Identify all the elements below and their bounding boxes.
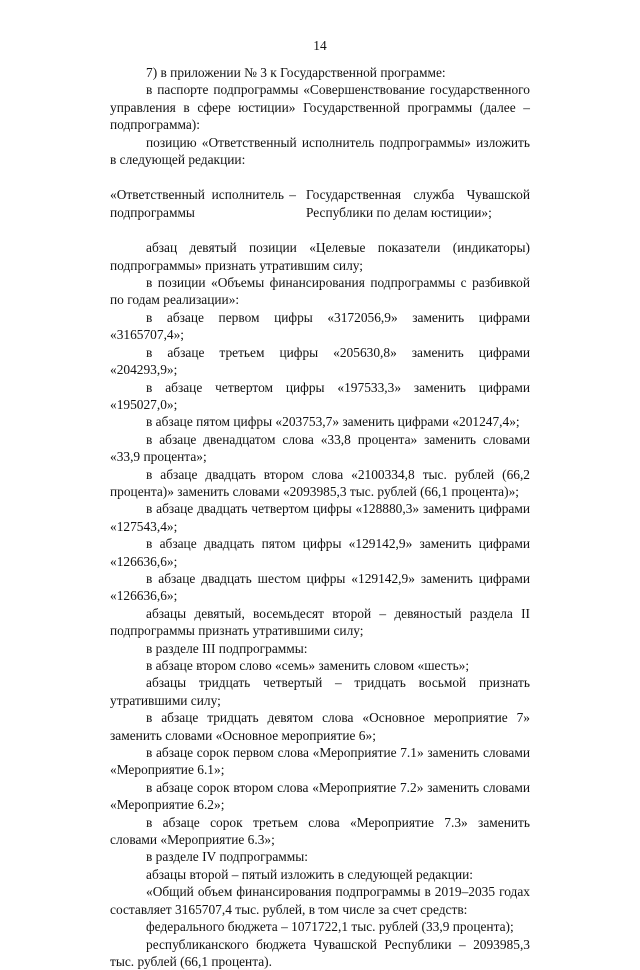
paragraph: в абзаце сорок третьем слова «Мероприятие 7.3» заменить словами «Мероприятие 6.3»;: [110, 814, 530, 849]
paragraph: «Общий объем финансирования подпрограммы в 2019–2035 годах составляет 3165707,4 тыс. рублей, в том числе за счет средств:: [110, 883, 530, 918]
document-body: [110, 64, 530, 970]
paragraph: в абзаце двадцать шестом цифры «129142,9» заменить цифрами «126636,6»;: [110, 570, 530, 605]
paragraph: абзацы тридцать четвертый – тридцать восьмой признать утратившими силу;: [110, 674, 530, 709]
responsible-value: Государственная служба Чувашской Республики по делам юстиции»;: [296, 186, 530, 221]
responsible-label: «Ответственный исполнитель подпрограммы: [110, 186, 284, 221]
responsible-dash: –: [284, 186, 296, 221]
paragraph: в разделе III подпрограммы:: [110, 640, 530, 657]
paragraph: 7) в приложении № 3 к Государственной программе:: [110, 64, 530, 81]
paragraph: в абзаце сорок втором слова «Мероприятие 7.2» заменить словами «Мероприятие 6.2»;: [110, 779, 530, 814]
paragraph: в позиции «Объемы финансирования подпрограммы с разбивкой по годам реализации»:: [110, 274, 530, 309]
paragraph: в разделе IV подпрограммы:: [110, 848, 530, 865]
paragraph: в абзаце втором слово «семь» заменить словом «шесть»;: [110, 657, 530, 674]
paragraph: позицию «Ответственный исполнитель подпрограммы» изложить в следующей редакции:: [110, 134, 530, 169]
paragraph: в абзаце тридцать девятом слова «Основное мероприятие 7» заменить словами «Основное мероприятие 6»;: [110, 709, 530, 744]
paragraph: абзац девятый позиции «Целевые показатели (индикаторы) подпрограммы» признать утратившим силу;: [110, 239, 530, 274]
page-number: 14: [0, 37, 640, 54]
paragraph: в абзаце двадцать пятом цифры «129142,9» заменить цифрами «126636,6»;: [110, 535, 530, 570]
paragraph: в абзаце третьем цифры «205630,8» заменить цифрами «204293,9»;: [110, 344, 530, 379]
paragraph: федерального бюджета – 1071722,1 тыс. рублей (33,9 процента);: [110, 918, 530, 935]
responsible-executor-block: [110, 186, 530, 221]
paragraph: в абзаце сорок первом слова «Мероприятие 7.1» заменить словами «Мероприятие 6.1»;: [110, 744, 530, 779]
paragraph: в абзаце первом цифры «3172056,9» заменить цифрами «3165707,4»;: [110, 309, 530, 344]
paragraph: абзацы девятый, восемьдесят второй – девяностый раздела II подпрограммы признать утратившими силу;: [110, 605, 530, 640]
paragraph: абзацы второй – пятый изложить в следующей редакции:: [110, 866, 530, 883]
paragraph: в абзаце двенадцатом слова «33,8 процента» заменить словами «33,9 процента»;: [110, 431, 530, 466]
paragraph: в абзаце пятом цифры «203753,7» заменить цифрами «201247,4»;: [110, 413, 530, 430]
paragraph: в абзаце двадцать четвертом цифры «128880,3» заменить цифрами «127543,4»;: [110, 500, 530, 535]
paragraph: в паспорте подпрограммы «Совершенствование государственного управления в сфере юстиции» Государственной программы (далее – подпрограмма):: [110, 81, 530, 133]
paragraph: в абзаце четвертом цифры «197533,3» заменить цифрами «195027,0»;: [110, 379, 530, 414]
paragraph: в абзаце двадцать втором слова «2100334,8 тыс. рублей (66,2 процента)» заменить словами «2093985,3 тыс. рублей (66,1 процента)»;: [110, 466, 530, 501]
paragraph: республиканского бюджета Чувашской Республики – 2093985,3 тыс. рублей (66,1 процента).: [110, 936, 530, 970]
